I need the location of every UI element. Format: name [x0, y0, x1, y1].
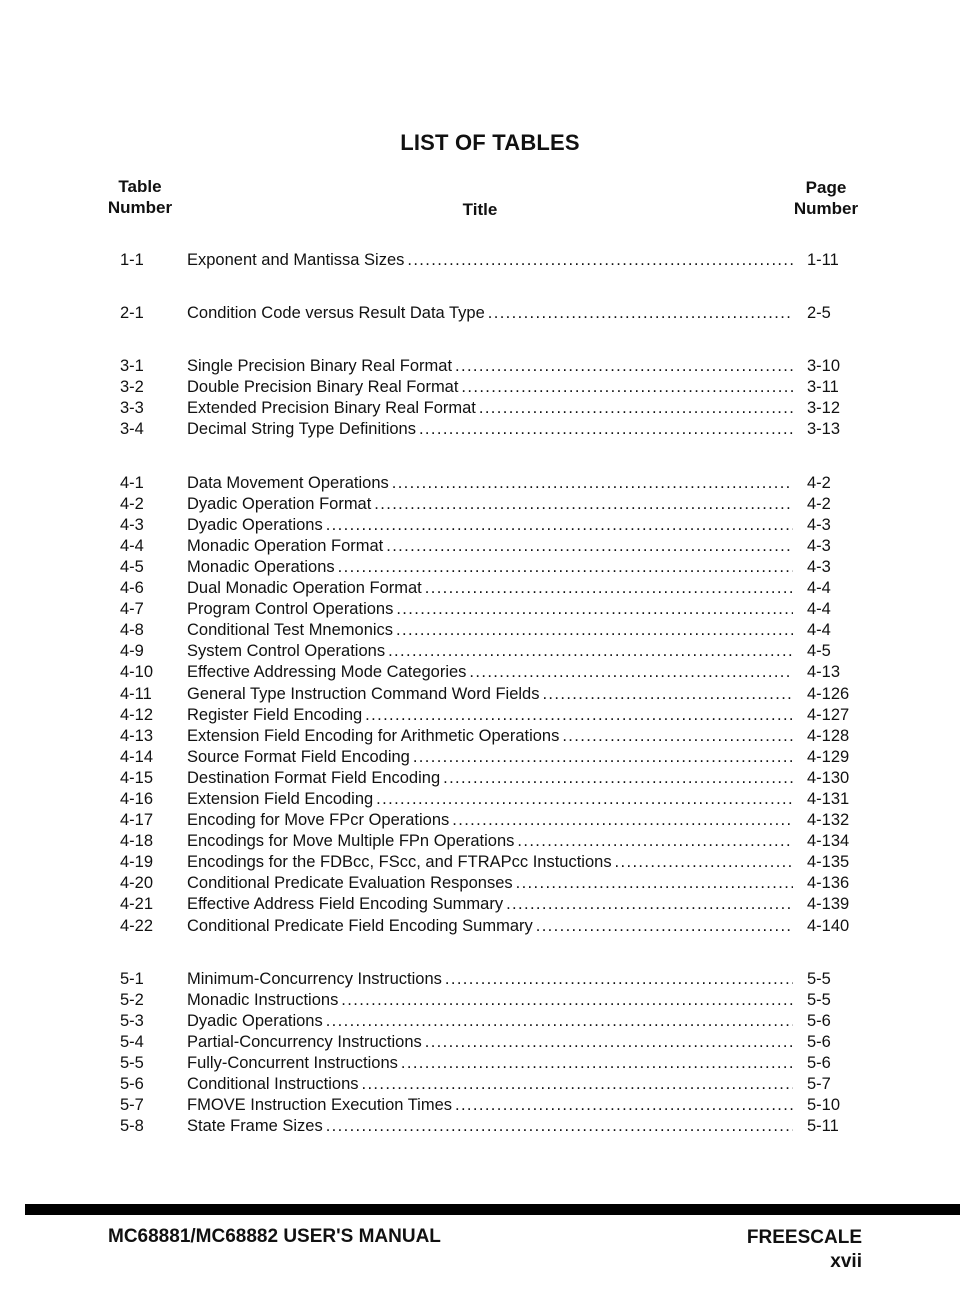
table-number: 5-5 [120, 1054, 144, 1072]
list-item [0, 684, 980, 705]
table-title: Monadic Operation Format . . . [187, 536, 793, 557]
list-item [0, 747, 980, 768]
table-title: Conditional Predicate Field Encoding Summary . . . [187, 916, 793, 937]
table-group [0, 473, 980, 937]
footer-right [747, 1226, 862, 1274]
header-page-label: Page [805, 178, 847, 197]
table-group [0, 250, 980, 271]
table-title: FMOVE Instruction Execution Times . . . [187, 1095, 793, 1116]
table-title: Dual Monadic Operation Format . . . [187, 578, 793, 599]
table-number: 4-5 [120, 557, 144, 576]
page-number: 4-134 [807, 832, 850, 851]
footer-rule [25, 1204, 960, 1215]
table-group [0, 356, 980, 440]
table-title: Fully-Concurrent Instructions . . . [187, 1053, 793, 1074]
page-number: 4-139 [807, 895, 850, 914]
table-title: Dyadic Operations . . . [187, 515, 793, 536]
table-title: Dyadic Operation Format . . . [187, 494, 793, 515]
list-item [0, 536, 980, 557]
list-item [0, 419, 980, 440]
table-number: 4-12 [120, 705, 154, 724]
list-item [0, 810, 980, 831]
table-number: 5-2 [120, 990, 144, 1009]
table-title: Extended Precision Binary Real Format . . . [187, 398, 793, 419]
page-number: 5-7 [807, 1075, 831, 1094]
table-number: 4-15 [120, 768, 154, 787]
table-number: 5-3 [120, 1011, 144, 1030]
table-title: General Type Instruction Command Word Fields . . . [187, 684, 793, 705]
table-number: 3-1 [120, 357, 144, 376]
table-number: 4-22 [120, 916, 154, 935]
list-item [0, 1032, 980, 1053]
footer-publisher: FREESCALE [746, 1227, 862, 1248]
page-number: 5-6 [807, 1032, 831, 1051]
table-title: Effective Addressing Mode Categories . . . [187, 662, 793, 683]
list-item [0, 578, 980, 599]
header-title: Title [462, 200, 498, 219]
table-title: Extension Field Encoding . . . [187, 789, 793, 810]
table-number: 4-8 [120, 621, 144, 640]
footer-page-number: xvii [830, 1251, 862, 1272]
table-title: Decimal String Type Definitions . . . [187, 419, 793, 440]
table-number: 4-20 [120, 874, 154, 893]
list-item [0, 726, 980, 747]
page-number: 5-6 [807, 1054, 831, 1072]
page-number: 4-4 [807, 621, 831, 640]
table-title: Effective Address Field Encoding Summary . . . [187, 894, 793, 915]
page-number: 4-4 [807, 579, 831, 598]
page-number: 5-5 [807, 969, 831, 988]
table-number: 4-3 [120, 515, 144, 534]
table-number: 4-10 [120, 663, 154, 682]
table-group [0, 969, 980, 1138]
table-number: 3-3 [120, 399, 144, 418]
table-title: Conditional Predicate Evaluation Responses . . . [187, 873, 793, 894]
page-number: 4-135 [807, 853, 850, 872]
table-title: Monadic Operations . . . [187, 557, 793, 578]
page-number: 4-127 [807, 705, 850, 724]
list-item [0, 356, 980, 377]
table-title: Dyadic Operations . . . [187, 1011, 793, 1032]
table-title: Destination Format Field Encoding . . . [187, 768, 793, 789]
list-item [0, 599, 980, 620]
page-number: 4-3 [807, 515, 831, 534]
list-item [0, 473, 980, 494]
table-number: 4-18 [120, 832, 154, 851]
list-item [0, 494, 980, 515]
page-number: 1-11 [807, 251, 839, 269]
page-number: 4-128 [807, 726, 850, 745]
page-number: 4-136 [807, 874, 850, 893]
list-item [0, 969, 980, 990]
page-title: LIST OF TABLES [400, 130, 580, 155]
list-item [0, 398, 980, 419]
list-item [0, 1074, 980, 1095]
list-item [0, 1095, 980, 1116]
table-number: 4-16 [120, 789, 154, 808]
page-number: 4-2 [807, 494, 831, 513]
table-number: 5-6 [120, 1075, 144, 1094]
table-title: Conditional Test Mnemonics . . . [187, 620, 793, 641]
table-title: Monadic Instructions . . . [187, 990, 793, 1011]
list-item [0, 641, 980, 662]
list-item [0, 250, 980, 271]
table-number: 4-11 [120, 684, 152, 703]
table-number: 3-2 [120, 378, 144, 397]
header-number-label: Number [107, 198, 173, 217]
list-item [0, 789, 980, 810]
table-title: Double Precision Binary Real Format . . . [187, 377, 793, 398]
table-number: 3-4 [120, 420, 144, 439]
page-number: 4-131 [807, 789, 850, 808]
table-title: Extension Field Encoding for Arithmetic Operations . . . [187, 726, 793, 747]
table-title: Program Control Operations . . . [187, 599, 793, 620]
list-item [0, 916, 980, 937]
table-title: Conditional Instructions . . . [187, 1074, 793, 1095]
table-number: 4-1 [120, 473, 144, 492]
page-number: 4-3 [807, 557, 831, 576]
list-item [0, 873, 980, 894]
page-number: 4-132 [807, 811, 850, 830]
footer-manual-title: MC68881/MC68882 USER'S MANUAL [108, 1226, 441, 1247]
header-page-number-label: Number [793, 199, 859, 218]
table-number: 5-8 [120, 1117, 144, 1136]
page-number: 2-5 [807, 304, 831, 323]
page-number: 5-11 [807, 1117, 839, 1136]
page-number: 4-130 [807, 768, 850, 787]
table-group [0, 303, 980, 324]
table-number: 4-14 [120, 747, 154, 766]
table-title: Condition Code versus Result Data Type . . . [187, 303, 793, 324]
list-item [0, 1011, 980, 1032]
table-number: 5-4 [120, 1032, 144, 1051]
table-title: Minimum-Concurrency Instructions . . . [187, 969, 793, 990]
list-item [0, 1116, 980, 1137]
table-title: System Control Operations . . . [187, 641, 793, 662]
table-number: 4-21 [120, 895, 154, 914]
page-number: 4-5 [807, 642, 831, 661]
table-number: 4-17 [120, 811, 154, 830]
table-number: 5-7 [120, 1096, 144, 1115]
page-number: 5-10 [807, 1096, 841, 1115]
table-number: 4-9 [120, 642, 144, 661]
table-number: 4-2 [120, 494, 144, 513]
table-number: 4-13 [120, 726, 154, 745]
list-item [0, 705, 980, 726]
table-number: 4-7 [120, 600, 144, 619]
table-title: Single Precision Binary Real Format . . . [187, 356, 793, 377]
list-item [0, 662, 980, 683]
page-number: 3-13 [807, 420, 841, 439]
page-number: 4-3 [807, 536, 831, 555]
list-item [0, 557, 980, 578]
table-number: 4-19 [120, 853, 154, 872]
table-list [0, 250, 980, 1169]
table-number: 2-1 [120, 304, 144, 323]
page-number: 4-13 [807, 663, 841, 682]
list-item [0, 303, 980, 324]
table-number: 4-4 [120, 536, 144, 555]
table-number: 5-1 [120, 969, 144, 988]
header-table-number [104, 176, 176, 218]
list-item [0, 852, 980, 873]
list-item [0, 990, 980, 1011]
list-item [0, 894, 980, 915]
page-number: 4-126 [807, 684, 850, 703]
list-item [0, 831, 980, 852]
table-number: 4-6 [120, 579, 144, 598]
list-item [0, 768, 980, 789]
table-title: Source Format Field Encoding . . . [187, 747, 793, 768]
page-number: 5-6 [807, 1011, 831, 1030]
page-number: 3-12 [807, 399, 841, 418]
table-title: Data Movement Operations . . . [187, 473, 793, 494]
table-title: Exponent and Mantissa Sizes . . . [187, 250, 793, 271]
table-title: Encodings for Move Multiple FPn Operations . . . [187, 831, 793, 852]
page-number: 3-10 [807, 357, 841, 376]
list-item [0, 377, 980, 398]
table-title: Encodings for the FDBcc, FScc, and FTRAPcc Instuctions . . . [187, 852, 793, 873]
table-title: Register Field Encoding . . . [187, 705, 793, 726]
page-number: 5-5 [807, 990, 831, 1009]
table-title: Encoding for Move FPcr Operations . . . [187, 810, 793, 831]
list-item [0, 515, 980, 536]
page-number: 4-4 [807, 600, 831, 619]
table-title: Partial-Concurrency Instructions . . . [187, 1032, 793, 1053]
page-number: 4-140 [807, 916, 850, 935]
header-table-label: Table [118, 177, 162, 196]
page-number: 4-2 [807, 473, 831, 492]
list-item [0, 620, 980, 641]
list-item [0, 1053, 980, 1074]
page-number: 4-129 [807, 747, 850, 766]
page-number: 3-11 [807, 378, 839, 397]
table-title: State Frame Sizes . . . [187, 1116, 793, 1137]
table-number: 1-1 [120, 251, 144, 269]
header-page-number [788, 177, 864, 219]
